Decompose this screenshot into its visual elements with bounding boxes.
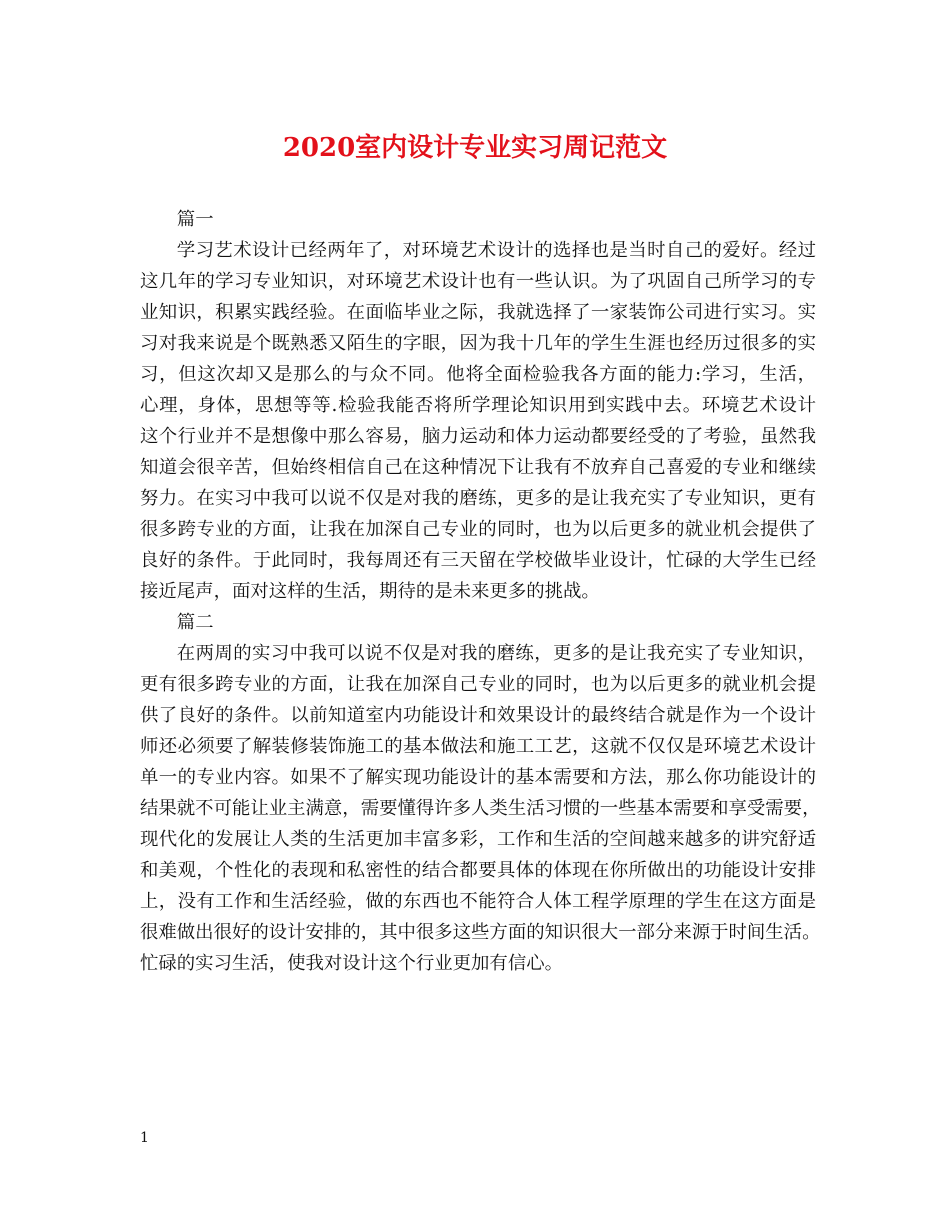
text-line: 现代化的发展让人类的生活更加丰富多彩，工作和生活的空间越来越多的讲究舒适: [140, 829, 816, 850]
text-line: 供了良好的条件。以前知道室内功能设计和效果设计的最终结合就是作为一个设计: [140, 705, 816, 726]
section-heading: 篇一: [176, 209, 214, 230]
section-2: [140, 607, 821, 979]
paragraph: [140, 638, 821, 979]
text-line: 接近尾声，面对这样的生活，期待的是未来更多的挑战。: [140, 581, 600, 602]
document-title: 2020室内设计专业实习周记范文: [282, 133, 668, 163]
text-line: 师还必须要了解装修装饰施工的基本做法和施工工艺，这就不仅仅是环境艺术设计: [140, 736, 816, 757]
text-line: 业知识，积累实践经验。在面临毕业之际，我就选择了一家装饰公司进行实习。实: [140, 302, 816, 323]
text-line: 良好的条件。于此同时，我每周还有三天留在学校做毕业设计，忙碌的大学生已经: [140, 550, 816, 571]
text-line: 很难做出很好的设计安排的，其中很多这些方面的知识很大一部分来源于时间生活。: [140, 922, 821, 943]
text-line: 这几年的学习专业知识，对环境艺术设计也有一些认识。为了巩固自己所学习的专: [140, 271, 816, 292]
text-line: 习对我来说是个既熟悉又陌生的字眼，因为我十几年的学生生涯也经历过很多的实: [140, 333, 816, 354]
text-line: 心理，身体，思想等等.检验我能否将所学理论知识用到实践中去。环境艺术设计: [140, 395, 816, 416]
text-line: 很多跨专业的方面，让我在加深自己专业的同时，也为以后更多的就业机会提供了: [140, 519, 816, 540]
text-line: 在两周的实习中我可以说不仅是对我的磨练，更多的是让我充实了专业知识，: [176, 643, 816, 664]
page-number: 1: [140, 1130, 149, 1146]
text-line: 这个行业并不是想像中那么容易，脑力运动和体力运动都要经受的了考验，虽然我: [140, 426, 816, 447]
section-heading: 篇二: [176, 612, 214, 633]
text-line: 更有很多跨专业的方面，让我在加深自己专业的同时，也为以后更多的就业机会提: [140, 674, 816, 695]
text-line: 努力。在实习中我可以说不仅是对我的磨练，更多的是让我充实了专业知识，更有: [140, 488, 816, 509]
document-body: [140, 204, 821, 979]
text-line: 结果就不可能让业主满意，需要懂得许多人类生活习惯的一些基本需要和享受需要，: [140, 798, 821, 819]
text-line: 单一的专业内容。如果不了解实现功能设计的基本需要和方法，那么你功能设计的: [140, 767, 816, 788]
section-1: [140, 204, 816, 607]
text-line: 知道会很辛苦，但始终相信自己在这种情况下让我有不放弃自己喜爱的专业和继续: [140, 457, 816, 478]
paragraph: [140, 235, 816, 607]
text-line: 学习艺术设计已经两年了，对环境艺术设计的选择也是当时自己的爱好。经过: [176, 240, 816, 261]
text-line: 上，没有工作和生活经验，做的东西也不能符合人体工程学原理的学生在这方面是: [140, 891, 816, 912]
text-line: 忙碌的实习生活，使我对设计这个行业更加有信心。: [140, 953, 563, 974]
text-line: 习，但这次却又是那么的与众不同。他将全面检验我各方面的能力:学习，生活，: [140, 364, 816, 385]
text-line: 和美观，个性化的表现和私密性的结合都要具体的体现在你所做出的功能设计安排: [140, 860, 816, 881]
